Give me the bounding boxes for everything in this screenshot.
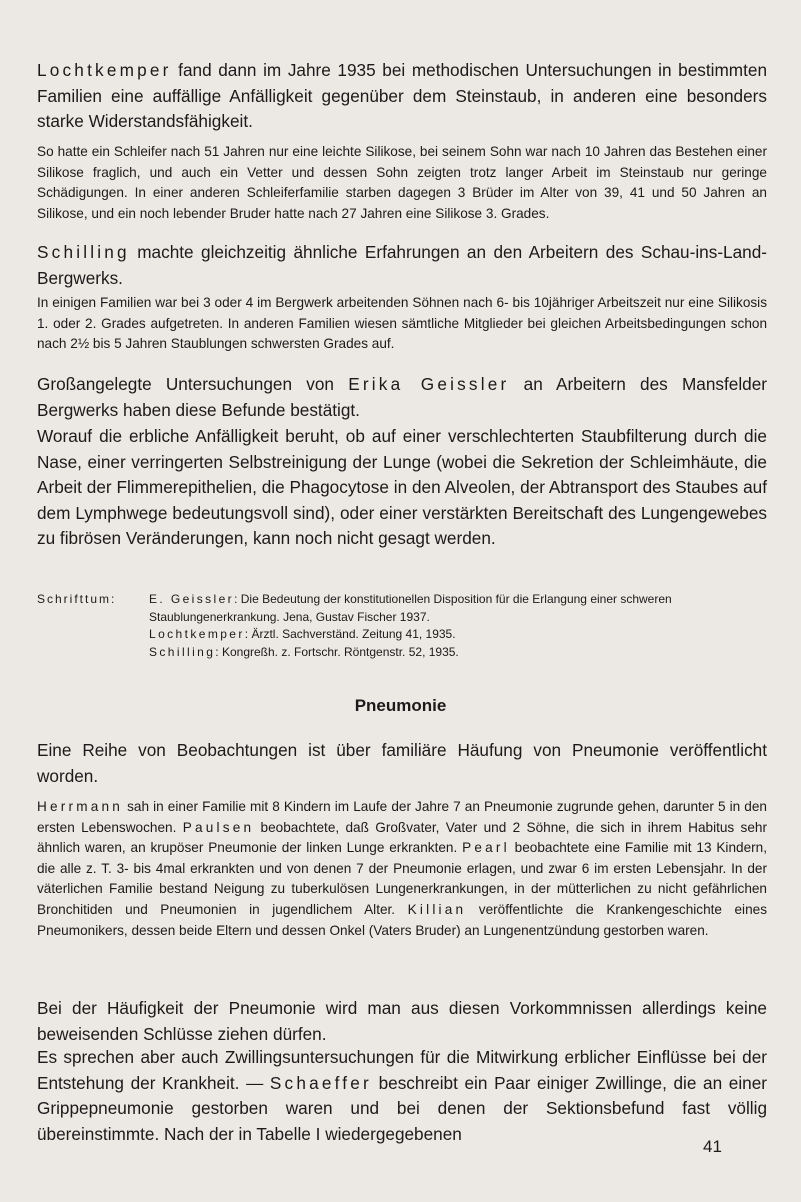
paragraph-text: Es sprechen aber auch Zwillingsuntersuchungen für die Mitwirkung erblicher Einflüsse bei der Entstehung der Krankheit. — — [37, 1047, 767, 1093]
author-name: Herrmann — [37, 799, 124, 814]
paragraph-lochtkemper — [37, 58, 767, 135]
paragraph-text: sah in einer Familie mit 8 Kindern im Laufe der Jahre 7 an Pneumonie zugrunde gehen, darunter 5 in den ersten Lebenswochen. — [37, 799, 767, 835]
author-name: Schaeffer — [269, 1072, 372, 1093]
paragraph-text: Eine Reihe von Beobachtungen ist über familiäre Häufung von Pneumonie veröffentlicht worden. — [37, 740, 767, 786]
paragraph-schleifer — [37, 142, 767, 224]
bibliography — [37, 591, 767, 661]
paragraph-zwillinge — [37, 1045, 767, 1147]
author-name: Schilling — [37, 242, 130, 262]
paragraph-text: veröffentlichte die Krankengeschichte eines Pneumonikers, dessen beide Eltern und dessen Onkel (Vaters Bruder) an Lungenentzündung gestorben waren. — [37, 901, 767, 938]
paragraph-familien — [37, 797, 767, 941]
author-name: Erika Geissler — [348, 374, 510, 394]
paragraph-text: fand dann im Jahre 1935 bei methodischen Untersuchungen in bestimmten Familien eine auffällige Anfälligkeit gegenüber dem Steinstaub, in anderen eine besonders starke Widerstandsfähigkeit. — [37, 60, 767, 131]
paragraph-text: Großangelegte Untersuchungen von — [37, 374, 349, 394]
bibliography-entry — [149, 644, 767, 662]
author-name: Lochtkemper — [37, 60, 172, 80]
ref-text: : Ärztl. Sachverständ. Zeitung 41, 1935. — [244, 627, 456, 641]
paragraph-anfaelligkeit — [37, 424, 767, 552]
paragraph-schilling — [37, 240, 767, 291]
paragraph-text: beschreibt ein Paar einiger Zwillinge, die an einer Grippepneumonie gestorben waren und bei denen der Sektionsbefund fast völlig übereinstimmte. Nach der in Tabelle I wiedergegebenen — [37, 1072, 768, 1144]
paragraph-text: So hatte ein Schleifer nach 51 Jahren nur eine leichte Silikose, bei seinem Sohn war nach 10 Jahren das Bestehen einer Silikose fraglich, und auch ein Vetter und dessen Sohn zeigten trotz langer Arbeit im Steinstaub nur geringe Schädigungen. In einer anderen Schleiferfamilie starben dagegen 3 Brüder im Alter von 39, 41 und 50 Jahren an Silikose, und ein noch lebender Bruder hatte nach 27 Jahren eine Silikose 3. Grades. — [37, 144, 767, 221]
paragraph-text: Worauf die erbliche Anfälligkeit beruht, ob auf einer verschlechterten Staubfilterung durch die Nase, einer verringerten Selbstreinigung der Lunge (wobei die Sekretion der Schleimhäute, die Arbeit der Flimmerepithelien, die Phagocytose in den Alveolen, der Abtransport des Staubes auf dem Lymphwege bedeutungsvoll sind), oder einer verstärkten Bereitschaft des Lungengewebes zu fibrösen Veränderungen, kann noch nicht gesagt werden. — [37, 426, 767, 548]
ref-text: : Die Bedeutung der konstitutionellen Disposition für die Erlangung einer schweren Staublungenerkrankung. Jena, Gustav Fischer 1937. — [149, 592, 672, 624]
ref-text: : Kongreßh. z. Fortschr. Röntgenstr. 52, 1935. — [215, 644, 459, 659]
paragraph-text: an Arbeitern des Mansfelder Bergwerks haben diese Befunde bestätigt. — [37, 374, 767, 420]
paragraph-text: beobachtete eine Familie mit 13 Kindern, die alle z. T. 3- bis 4mal erkrankten und von denen 7 der Pneumonie erlagen, und zwar 6 im ersten Lebensjahr. In der väterlichen Familie bestand Neigung zu tuberkulösen Lungenerkrankungen, in der mütterlichen zu nicht gefährlichen Bronchitiden und Pneumonien in jugendlichem Alter. — [37, 840, 767, 917]
page-number: 41 — [703, 1137, 722, 1156]
paragraph-text: Bei der Häufigkeit der Pneumonie wird man aus diesen Vorkommnissen allerdings keine beweisenden Schlüsse ziehen dürfen. — [37, 998, 767, 1044]
author-name: Paulsen — [182, 819, 255, 835]
paragraph-pneumonie-intro — [37, 738, 767, 789]
author-name: Killian — [407, 901, 467, 917]
paragraph-text: machte gleichzeitig ähnliche Erfahrungen an den Arbeitern des Schau-ins-Land-Bergwerks. — [37, 242, 767, 288]
ref-author: E. Geissler — [149, 592, 235, 606]
ref-author: Schilling — [149, 644, 216, 659]
bibliography-entry — [149, 626, 767, 644]
paragraph-text: In einigen Familien war bei 3 oder 4 im Bergwerk arbeitenden Söhnen nach 6- bis 10jähriger Arbeitszeit nur eine Silikosis 1. oder 2. Grades aufgetreten. In anderen Familien wiesen sämtliche Mitglieder bei gleichen Arbeitsbedingungen schon nach 2½ bis 5 Jahren Staublungen schwersten Grades auf. — [37, 295, 767, 352]
paragraph-geissler — [37, 372, 767, 423]
paragraph-text: beobachtete, daß Großvater, Vater und 2 Söhne, die sich in ihrem Habitus sehr ähnlich waren, an krupöser Pneumonie der linken Lunge erkrankten. — [37, 819, 767, 856]
section-heading: Pneumonie — [354, 696, 447, 715]
paragraph-haeufigkeit — [37, 996, 767, 1047]
ref-author: Lochtkemper — [149, 627, 245, 641]
author-name: Pearl — [462, 840, 510, 856]
paragraph-bergwerk — [37, 293, 767, 355]
bibliography-entry — [149, 591, 767, 626]
bibliography-label: Schrifttum: — [37, 592, 117, 606]
